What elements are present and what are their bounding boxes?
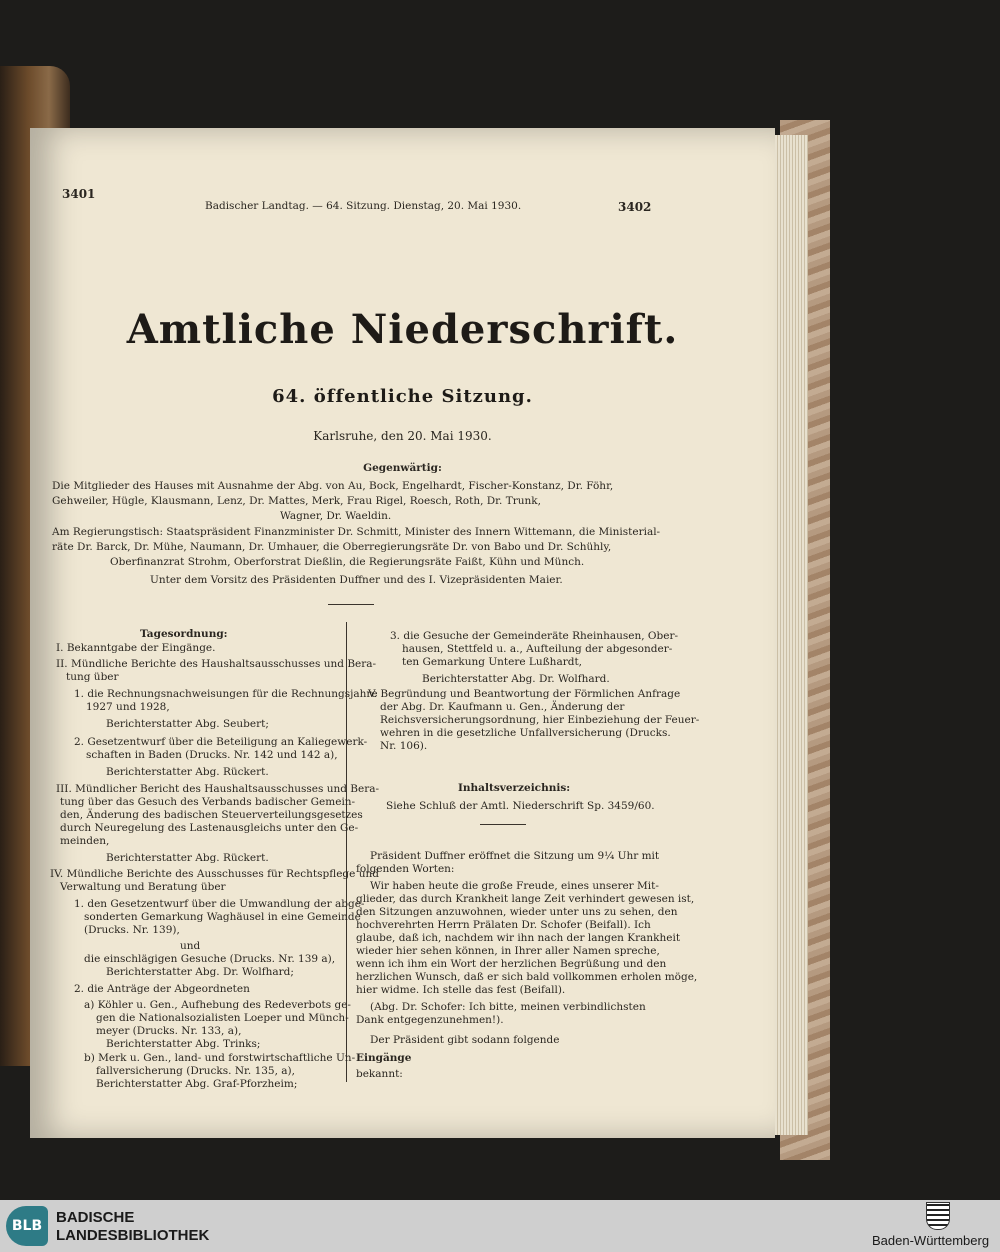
agenda-line: 2. Gesetzentwurf über die Beteiligung an Kaliegewerk- xyxy=(74,736,368,748)
agenda-heading: Tagesordnung: xyxy=(140,628,228,640)
body-line: glieder, das durch Krankheit lange Zeit verhindert gewesen ist, xyxy=(356,893,695,905)
agenda-line: 2. die Anträge der Abgeordneten xyxy=(74,983,250,995)
agenda-line: a) Köhler u. Gen., Aufhebung des Redeverbots ge- xyxy=(84,999,351,1011)
agenda-line: fallversicherung (Drucks. Nr. 135, a), xyxy=(96,1065,295,1077)
page-number-right: 3402 xyxy=(618,200,652,214)
agenda-line: Berichterstatter Abg. Trinks; xyxy=(106,1038,261,1050)
agenda-line: Verwaltung und Beratung über xyxy=(60,881,226,893)
agenda-line: Berichterstatter Abg. Seubert; xyxy=(106,718,269,730)
agenda-line: wehren in die gesetzliche Unfallversicherung (Drucks. xyxy=(380,727,671,739)
present-heading: Gegenwärtig: xyxy=(363,462,442,474)
present-line: Wagner, Dr. Waeldin. xyxy=(280,510,392,522)
present-line: Gehweiler, Hügle, Klausmann, Lenz, Dr. Mattes, Merk, Frau Rigel, Roesch, Roth, Dr. Trunk, xyxy=(52,495,541,507)
agenda-line: den, Änderung des badischen Steuerverteilungsgesetzes xyxy=(60,809,363,821)
body-line: hochverehrten Herrn Prälaten Dr. Schofer (Beifall). Ich xyxy=(356,919,651,931)
agenda-line: (Drucks. Nr. 139), xyxy=(84,924,180,936)
agenda-line: meinden, xyxy=(60,835,110,847)
present-line: Die Mitglieder des Hauses mit Ausnahme der Abg. von Au, Bock, Engelhardt, Fischer-Konstanz, Dr. Föhr, xyxy=(52,480,614,492)
document-title: Amtliche Niederschrift. xyxy=(126,306,679,353)
agenda-line: tung über xyxy=(66,671,119,683)
agenda-line: 3. die Gesuche der Gemeinderäte Rheinhausen, Ober- xyxy=(390,630,679,642)
agenda-line: V. Begründung und Beantwortung der Förmlichen Anfrage xyxy=(368,688,681,700)
footer-bar xyxy=(0,1200,1000,1252)
agenda-line: durch Neuregelung des Lastenausgleichs unter den Ge- xyxy=(60,822,359,834)
present-line: Oberfinanzrat Strohm, Oberforstrat Dießlin, die Regierungsräte Faißt, Kühn und Münch. xyxy=(110,556,585,568)
agenda-line: schaften in Baden (Drucks. Nr. 142 und 142 a), xyxy=(86,749,338,761)
agenda-line: gen die Nationalsozialisten Loeper und Münch- xyxy=(96,1012,349,1024)
body-line: wieder hier sehen können, in Ihrer aller Namen spreche, xyxy=(356,945,660,957)
body-line: Präsident Duffner eröffnet die Sitzung um 9¼ Uhr mit xyxy=(370,850,660,862)
body-line: wenn ich ihm ein Wort der herzlichen Begrüßung und den xyxy=(356,958,667,970)
agenda-line: Berichterstatter Abg. Rückert. xyxy=(106,852,269,864)
body-line: Wir haben heute die große Freude, eines unserer Mit- xyxy=(370,880,659,892)
agenda-line: sonderten Gemarkung Waghäusel in eine Gemeinde xyxy=(84,911,361,923)
coat-of-arms-icon xyxy=(926,1202,950,1230)
running-title: Badischer Landtag. — 64. Sitzung. Dienstag, 20. Mai 1930. xyxy=(205,200,522,212)
agenda-line: 1927 und 1928, xyxy=(86,701,170,713)
blb-logo: BLB xyxy=(6,1206,48,1246)
place-date: Karlsruhe, den 20. Mai 1930. xyxy=(313,429,492,443)
chair-line: Unter dem Vorsitz des Präsidenten Duffner und des I. Vizepräsidenten Maier. xyxy=(150,574,563,586)
agenda-line: die einschlägigen Gesuche (Drucks. Nr. 139 a), xyxy=(84,953,336,965)
library-name-line1: BADISCHE xyxy=(56,1209,135,1226)
agenda-line: Reichsversicherungsordnung, hier Einbeziehung der Feuer- xyxy=(380,714,700,726)
session-subtitle: 64. öffentliche Sitzung. xyxy=(272,386,533,407)
body-line: den Sitzungen anzuwohnen, wieder unter uns zu sehen, den xyxy=(356,906,678,918)
divider xyxy=(480,824,526,825)
contents-text: Siehe Schluß der Amtl. Niederschrift Sp. 3459/60. xyxy=(386,800,655,812)
divider xyxy=(328,604,374,605)
agenda-line: ten Gemarkung Untere Lußhardt, xyxy=(402,656,583,668)
agenda-line: und xyxy=(180,940,201,952)
page-number-left: 3401 xyxy=(62,187,96,201)
agenda-line: II. Mündliche Berichte des Haushaltsausschusses und Bera- xyxy=(56,658,377,670)
body-line: hier widme. Ich stelle das fest (Beifall). xyxy=(356,984,566,996)
agenda-line: IV. Mündliche Berichte des Ausschusses für Rechtspflege und xyxy=(50,868,379,880)
body-line: bekannt: xyxy=(356,1068,403,1080)
agenda-line: III. Mündlicher Bericht des Haushaltsausschusses und Bera- xyxy=(56,783,380,795)
agenda-line: b) Merk u. Gen., land- und forstwirtschaftliche Un- xyxy=(84,1052,356,1064)
agenda-line: hausen, Stettfeld u. a., Aufteilung der abgesonder- xyxy=(402,643,673,655)
agenda-line: tung über das Gesuch des Verbands badischer Gemein- xyxy=(60,796,356,808)
present-line: Am Regierungstisch: Staatspräsident Finanzminister Dr. Schmitt, Minister des Innern Wittemann, die Ministerial- xyxy=(52,526,661,538)
agenda-line: I. Bekanntgabe der Eingänge. xyxy=(56,642,216,654)
agenda-line: Berichterstatter Abg. Rückert. xyxy=(106,766,269,778)
body-line: Eingänge xyxy=(356,1052,412,1064)
state-name: Baden-Württemberg xyxy=(872,1233,990,1248)
body-line: folgenden Worten: xyxy=(356,863,455,875)
agenda-line: der Abg. Dr. Kaufmann u. Gen., Änderung der xyxy=(380,701,625,713)
agenda-line: meyer (Drucks. Nr. 133, a), xyxy=(96,1025,242,1037)
agenda-line: Berichterstatter Abg. Graf-Pforzheim; xyxy=(96,1078,298,1090)
body-line: herzlichen Wunsch, daß er sich bald vollkommen erholen möge, xyxy=(356,971,698,983)
agenda-line: 1. die Rechnungsnachweisungen für die Rechnungsjahre xyxy=(74,688,378,700)
library-name-line2: LANDESBIBLIOTHEK xyxy=(56,1227,210,1244)
agenda-line: Berichterstatter Abg. Dr. Wolfhard; xyxy=(106,966,294,978)
body-line: glaube, daß ich, nachdem wir ihn nach der langen Krankheit xyxy=(356,932,681,944)
agenda-line: Nr. 106). xyxy=(380,740,428,752)
agenda-line: Berichterstatter Abg. Dr. Wolfhard. xyxy=(422,673,610,685)
document-page xyxy=(30,128,775,1138)
body-line: (Abg. Dr. Schofer: Ich bitte, meinen verbindlichsten xyxy=(370,1001,646,1013)
contents-heading: Inhaltsverzeichnis: xyxy=(458,782,571,794)
agenda-line: 1. den Gesetzentwurf über die Umwandlung der abge- xyxy=(74,898,365,910)
body-line: Dank entgegenzunehmen!). xyxy=(356,1014,504,1026)
present-line: räte Dr. Barck, Dr. Mühe, Naumann, Dr. Umhauer, die Oberregierungsräte Dr. von Babo und Dr. Schühly, xyxy=(52,541,612,553)
body-line: Der Präsident gibt sodann folgende xyxy=(370,1034,560,1046)
